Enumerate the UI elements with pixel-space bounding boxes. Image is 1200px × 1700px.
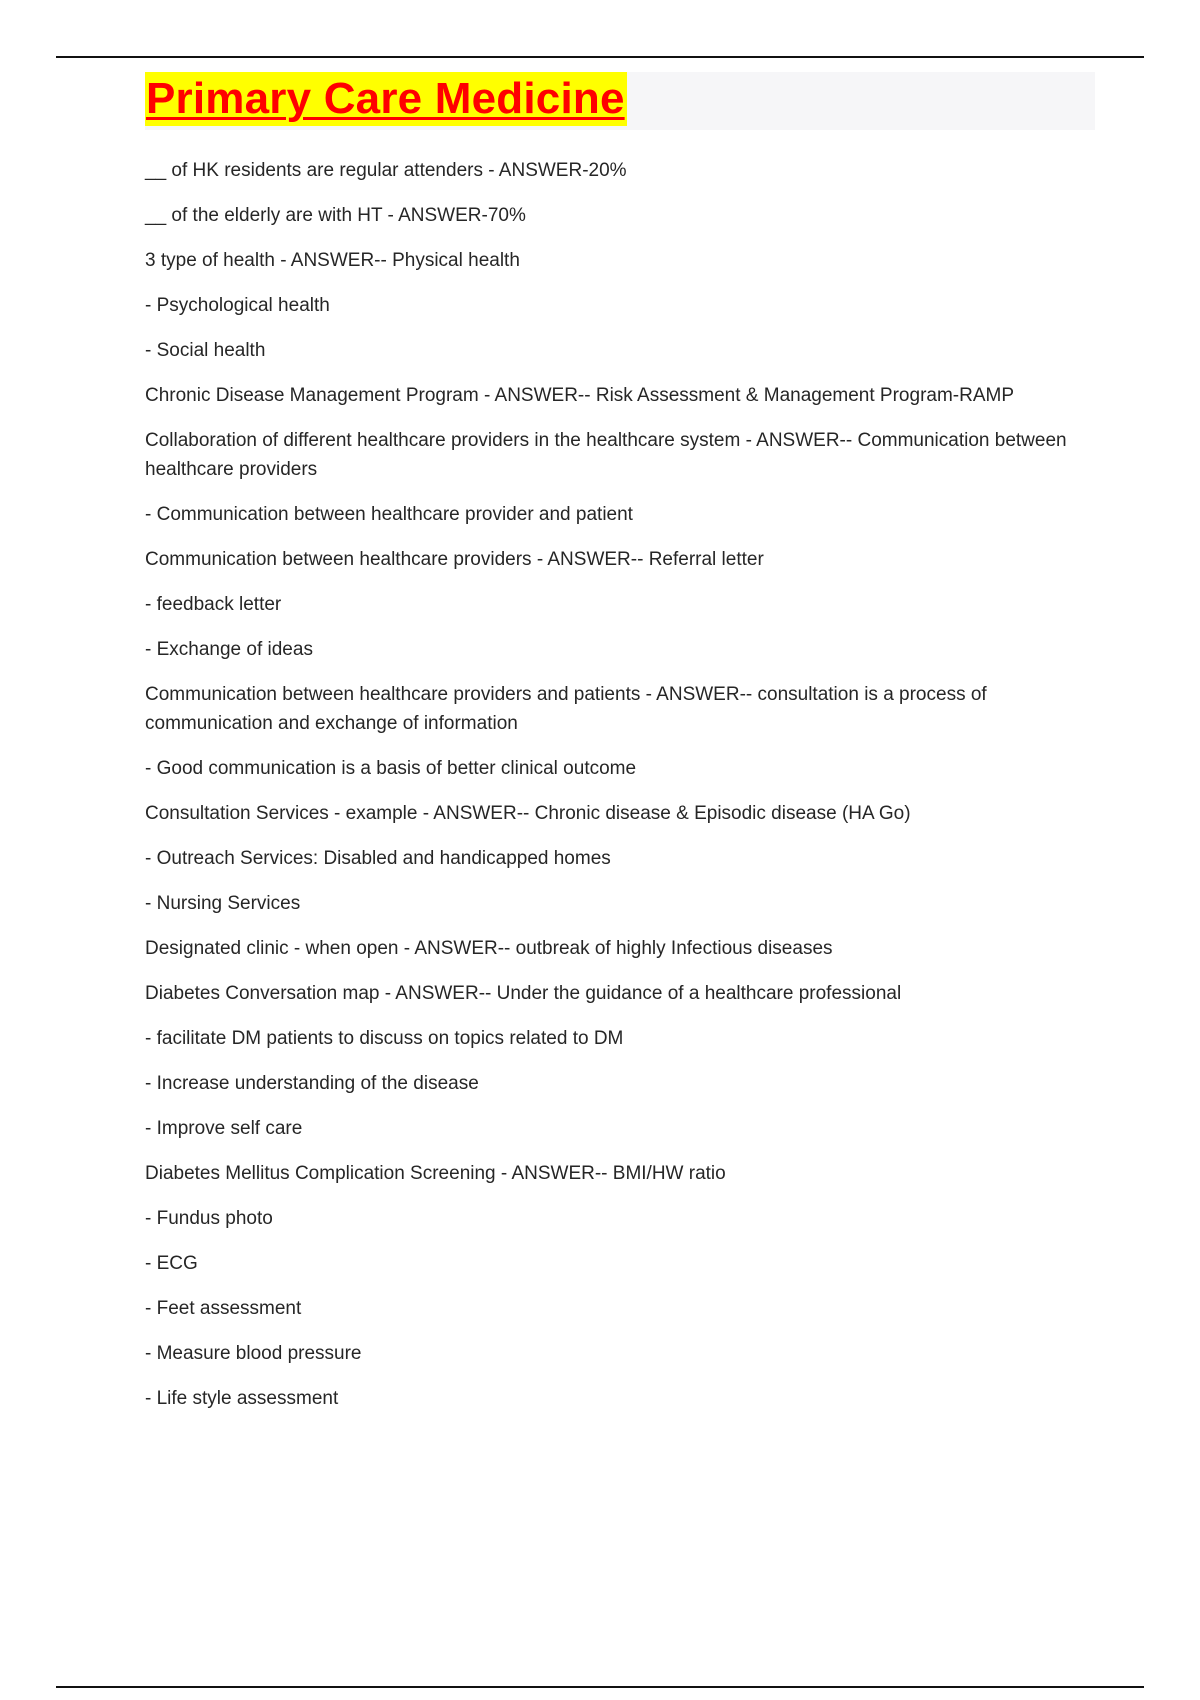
entry: - Outreach Services: Disabled and handicapped homes <box>145 848 611 869</box>
entry: Communication between healthcare providers and patients - ANSWER-- consultation is a process of communication and exchange of information <box>145 684 992 734</box>
entry: 3 type of health - ANSWER-- Physical health <box>145 250 520 271</box>
entry: __ of the elderly are with HT - ANSWER-70% <box>145 205 526 226</box>
entry: __ of HK residents are regular attenders - ANSWER-20% <box>145 160 627 181</box>
top-rule <box>56 56 1144 58</box>
entry: - Psychological health <box>145 295 330 316</box>
entry: Consultation Services - example - ANSWER-- Chronic disease & Episodic disease (HA Go) <box>145 803 911 824</box>
entry: - Communication between healthcare provider and patient <box>145 504 633 525</box>
document-body <box>145 72 1095 1429</box>
entry: Designated clinic - when open - ANSWER-- outbreak of highly Infectious diseases <box>145 938 833 959</box>
entry: - ECG <box>145 1253 198 1274</box>
entry: Communication between healthcare providers - ANSWER-- Referral letter <box>145 549 764 570</box>
entry: - Increase understanding of the disease <box>145 1073 479 1094</box>
entry: - Nursing Services <box>145 893 301 914</box>
entry: - Exchange of ideas <box>145 639 313 660</box>
entry: - Measure blood pressure <box>145 1343 362 1364</box>
bottom-rule <box>56 1686 1144 1688</box>
title-bar <box>145 72 1095 130</box>
entry: Collaboration of different healthcare providers in the healthcare system - ANSWER-- Communication between healthcare providers <box>145 430 1072 480</box>
entry: - Feet assessment <box>145 1298 302 1319</box>
entry: Diabetes Conversation map - ANSWER-- Under the guidance of a healthcare professional <box>145 983 902 1004</box>
entry: - Good communication is a basis of better clinical outcome <box>145 758 637 779</box>
entry: - Fundus photo <box>145 1208 273 1229</box>
entry: - feedback letter <box>145 594 282 615</box>
entry: - Life style assessment <box>145 1388 339 1409</box>
entry: - Social health <box>145 340 266 361</box>
entry: Chronic Disease Management Program - ANSWER-- Risk Assessment & Management Program-RAMP <box>145 385 1015 406</box>
entry: Diabetes Mellitus Complication Screening - ANSWER-- BMI/HW ratio <box>145 1163 726 1184</box>
entry-list <box>145 156 1095 1413</box>
entry: - facilitate DM patients to discuss on topics related to DM <box>145 1028 624 1049</box>
entry: - Improve self care <box>145 1118 303 1139</box>
document-title: Primary Care Medicine <box>145 72 627 126</box>
